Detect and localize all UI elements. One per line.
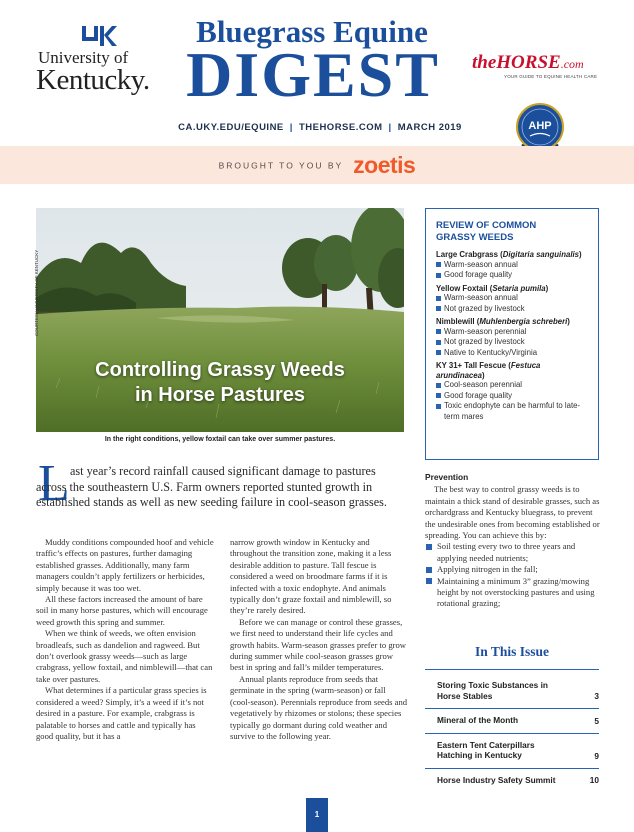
grass-trait: Warm-season annual — [436, 260, 590, 271]
grass-scientific-name: Muhlenbergia schreberi — [479, 317, 568, 326]
grass-common-name: Nimblewill ( — [436, 317, 480, 326]
grass-name — [436, 361, 590, 380]
badge-text: AHP — [528, 120, 552, 132]
masthead-subtitle: Bluegrass Equine — [196, 14, 428, 49]
grass-trait: Cool-season perennial — [436, 380, 590, 391]
grass-trait: Native to Kentucky/Virginia — [436, 348, 590, 359]
hero-photo — [36, 208, 404, 432]
uk-monogram-icon — [36, 24, 156, 48]
photo-caption: In the right conditions, yellow foxtail can take over summer pastures. — [104, 436, 336, 443]
review-title: REVIEW OF COMMON GRASSY WEEDS — [436, 220, 537, 243]
info-issue-date: MARCH 2019 — [397, 122, 462, 133]
issue-item[interactable] — [425, 734, 599, 769]
issue-item-title: Eastern Tent Caterpillars Hatching in Kentucky — [437, 739, 535, 760]
paragraph: When we think of weeds, we often envision broadleafs, such as dandelion and ragweed. But don’t overlook grassy weeds—such as large crabgrass, yellow foxtail, and nimblewill—that can take over pastures. — [36, 628, 213, 684]
grass-trait: Good forage quality — [436, 391, 590, 402]
grass-paren: ) — [579, 250, 582, 259]
drop-cap: L — [38, 455, 70, 512]
prevention-intro: The best way to control grassy weeds is to maintain a thick stand of desirable grasses, such as orchardgrass and Kentucky bluegrass, to prevent the undesirable ones from becoming established or spreading. You can achieve this by: — [425, 484, 600, 541]
university-line1: University of — [38, 48, 129, 67]
grass-name — [436, 317, 590, 327]
issue-title: In This Issue — [425, 644, 599, 670]
paragraph: Before we can manage or control these grasses, we first need to understand their life cycles and growth habits. Warm-season grasses prefer to grow during summer while cool-season grasses grow best in spring and fall’s milder temperatures. — [230, 616, 406, 673]
grass-trait: Good forage quality — [436, 270, 590, 281]
grass-scientific-name: Digitaria sanguinalis — [502, 250, 579, 259]
issue-item[interactable] — [425, 709, 599, 734]
issue-item-page: 9 — [594, 750, 599, 761]
grass-trait: Not grazed by livestock — [436, 304, 590, 315]
thehorse-prefix: the — [472, 52, 497, 73]
paragraph: Muddy conditions compounded hoof and vehicle traffic’s effects on pastures, further damaging established grasses. Additionally, many farm managers couldn’t apply fertilizers or herbicides, simply because it was too wet. — [36, 537, 214, 593]
thehorse-main-text: HORSE — [496, 52, 561, 73]
article-lede — [36, 464, 408, 511]
prevention-section — [425, 472, 603, 610]
grass-name — [436, 284, 590, 294]
paragraph: narrow growth window in Kentucky and throughout the transition zone, making it a less desirable addition to pasture. Tall fescue is considered a weed on broodmare farms if it is infected with a toxic endophyte. And animals typically don’t graze foxtail and nimblewill, so they’re rarely desired. — [230, 537, 392, 616]
prevention-item: Applying nitrogen in the fall; — [425, 564, 603, 575]
grass-trait: Toxic endophyte can be harmful to late-term mares — [436, 401, 590, 422]
photo-credit: COURTESY UNIVERSITY OF KENTUCKY — [34, 249, 39, 336]
masthead-title: DIGEST — [186, 39, 440, 110]
prevention-item: Soil testing every two to three years and applying needed nutrients; — [425, 541, 603, 564]
review-sidebar — [425, 208, 599, 460]
grass-common-name: Large Crabgrass ( — [436, 250, 503, 259]
grass-paren: ) — [481, 370, 485, 380]
issue-item-title: Storing Toxic Substances in Horse Stables — [437, 680, 548, 701]
article-title-line2: in Horse Pastures — [134, 384, 306, 406]
prevention-heading: Prevention — [425, 472, 469, 482]
info-website-uk[interactable]: CA.UKY.EDU/EQUINE — [178, 122, 284, 133]
grass-trait: Not grazed by livestock — [436, 337, 590, 348]
sponsor-prefix: BROUGHT TO YOU BY — [218, 160, 344, 171]
article-title — [36, 358, 404, 408]
university-logo — [36, 24, 156, 96]
grass-paren: ) — [545, 283, 549, 293]
issue-item[interactable] — [425, 769, 599, 793]
grass-trait: Warm-season perennial — [436, 327, 590, 338]
issue-item-page: 10 — [589, 775, 599, 785]
paragraph: All these factors increased the amount of bare soil in many horse pastures, which will encourage weed growth this spring and summer. — [36, 594, 208, 627]
thehorse-logo — [472, 52, 612, 79]
grass-scientific-name: Setaria pumila — [492, 283, 546, 293]
thehorse-suffix: .com — [560, 57, 584, 71]
grass-trait: Warm-season annual — [436, 293, 590, 304]
issue-item-title: Mineral of the Month — [437, 715, 519, 725]
grass-common-name: Yellow Foxtail ( — [436, 283, 493, 293]
paragraph: Annual plants reproduce from seeds that germinate in the spring (warm-season) or fall (cool-season). Perennials reproduce from seeds and vegetatively by rhizomes or stolons; these species typically go dormant during cold weather and survive to the following year. — [230, 673, 408, 741]
thehorse-tagline: YOUR GUIDE TO EQUINE HEALTH CARE — [504, 74, 598, 79]
grass-scientific-name: Festuca arundinacea — [436, 361, 541, 380]
page-number: 1 — [306, 798, 328, 832]
issue-item-title: Horse Industry Safety Summit — [437, 774, 556, 785]
lede-text: ast year’s record rainfall caused significant damage to pastures across the southeastern U.S. Farm owners reported stunted growth in established stands as well as new seeding failure in cool-season grasses. — [36, 464, 387, 509]
issue-item-page: 5 — [594, 715, 599, 726]
info-bar — [170, 122, 470, 133]
issue-item[interactable] — [425, 674, 599, 709]
issue-item-page: 3 — [594, 691, 599, 701]
article-column-1 — [36, 537, 214, 742]
sponsor-logo: zoetis — [353, 152, 416, 179]
prevention-item: Maintaining a minimum 3” grazing/mowing height by not overstocking pastures and using rotational grazing; — [425, 576, 603, 610]
grass-common-name: KY 31+ Tall Fescue ( — [436, 361, 511, 370]
university-line2: Kentucky. — [36, 64, 150, 96]
article-column-2 — [230, 537, 408, 742]
info-separator: | — [388, 122, 392, 133]
in-this-issue — [425, 644, 599, 792]
info-website-thehorse[interactable]: THEHORSE.COM — [298, 122, 383, 133]
article-title-line1: Controlling Grassy Weeds — [95, 359, 345, 381]
grass-name — [436, 250, 590, 260]
grass-paren: ) — [567, 317, 570, 326]
info-separator: | — [289, 122, 293, 133]
paragraph: What determines if a particular grass species is considered a weed? Simply, it’s a weed if it’s not desired in a pasture. For example, crabgrass is palatable to horses and cattle and typically has good quality, but it has a — [36, 685, 207, 741]
sponsor-band — [0, 146, 634, 184]
